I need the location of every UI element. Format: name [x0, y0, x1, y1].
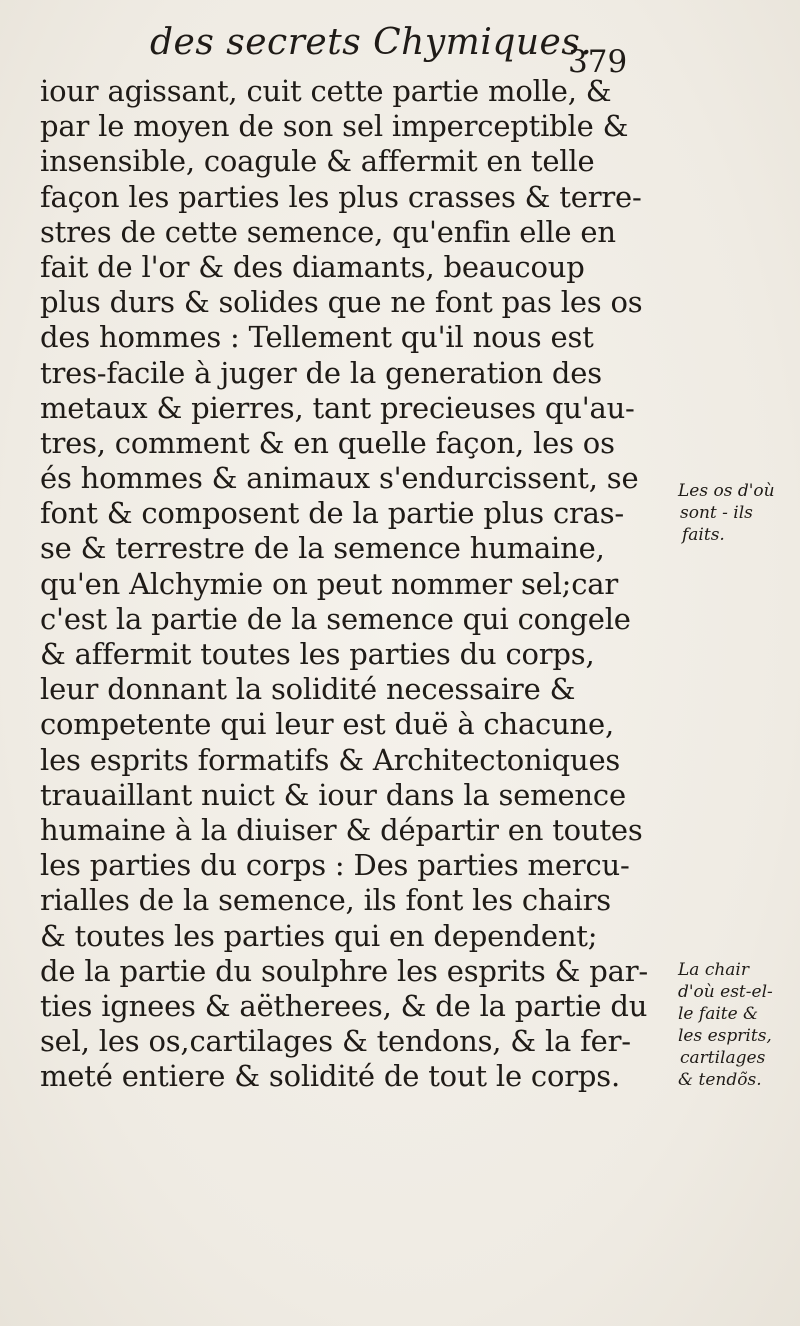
text-line: c'est la partie de la semence qui congele [40, 601, 631, 636]
text-line: les esprits formatifs & Architectoniques [40, 742, 621, 777]
text-line: plus durs & solides que ne font pas les os [40, 285, 643, 320]
margin-note: faits. [682, 525, 725, 545]
text-line: rialles de la semence, ils font les chairs [40, 883, 611, 918]
body-text [40, 74, 690, 1094]
text-line: sel, les os,cartilages & tendons, & la fer- [40, 1024, 631, 1059]
text-line: tres-facile à juger de la generation des [40, 355, 602, 390]
text-line: és hommes & animaux s'endurcissent, se [40, 461, 639, 496]
text-line: insensible, coagule & affermit en telle [40, 144, 595, 179]
text-line: qu'en Alchymie on peut nommer sel;car [40, 566, 619, 601]
text-line: se & terrestre de la semence humaine, [40, 531, 605, 566]
text-line: competente qui leur est duë à chacune, [40, 707, 615, 742]
text-line: des hommes : Tellement qu'il nous est [40, 320, 594, 355]
margin-note: d'où est-el- [678, 982, 773, 1002]
text-line: ties ignees & aëtherees, & de la partie du [40, 988, 648, 1023]
text-line: font & composent de la partie plus cras- [40, 496, 625, 531]
margin-note: Les os d'où [678, 481, 775, 501]
text-line: humaine à la diuiser & départir en toutes [40, 812, 643, 847]
text-line: iour agissant, cuit cette partie molle, & [40, 74, 612, 108]
page-header [0, 14, 800, 80]
text-line: fait de l'or & des diamants, beaucoup [40, 249, 585, 284]
margin-note: La chair [678, 960, 749, 980]
text-line: stres de cette semence, qu'enfin elle en [40, 214, 616, 249]
running-title: des secrets Chymiques. [150, 22, 593, 63]
text-line: leur donnant la solidité necessaire & [40, 672, 576, 707]
text-line: trauaillant nuict & iour dans la semence [40, 777, 626, 812]
margin-note: & tendõs. [678, 1070, 762, 1090]
text-line: meté entiere & solidité de tout le corps. [40, 1059, 620, 1094]
text-line: par le moyen de son sel imperceptible & [40, 109, 629, 144]
text-line: de la partie du soulphre les esprits & par- [40, 953, 648, 988]
text-line: tres, comment & en quelle façon, les os [40, 425, 615, 460]
text-line: les parties du corps : Des parties mercu- [40, 848, 630, 883]
text-line: metaux & pierres, tant precieuses qu'au- [40, 390, 635, 425]
margin-note: les esprits, [678, 1026, 772, 1046]
text-line: & affermit toutes les parties du corps, [40, 637, 595, 671]
text-line: & toutes les parties qui en dependent; [40, 918, 598, 953]
page-number: 379 [568, 44, 628, 80]
margin-note: le faite & [678, 1004, 759, 1024]
text-line: façon les parties les plus crasses & terre- [40, 179, 642, 214]
margin-note: sont - ils [680, 503, 753, 523]
margin-note: cartilages [680, 1048, 766, 1068]
